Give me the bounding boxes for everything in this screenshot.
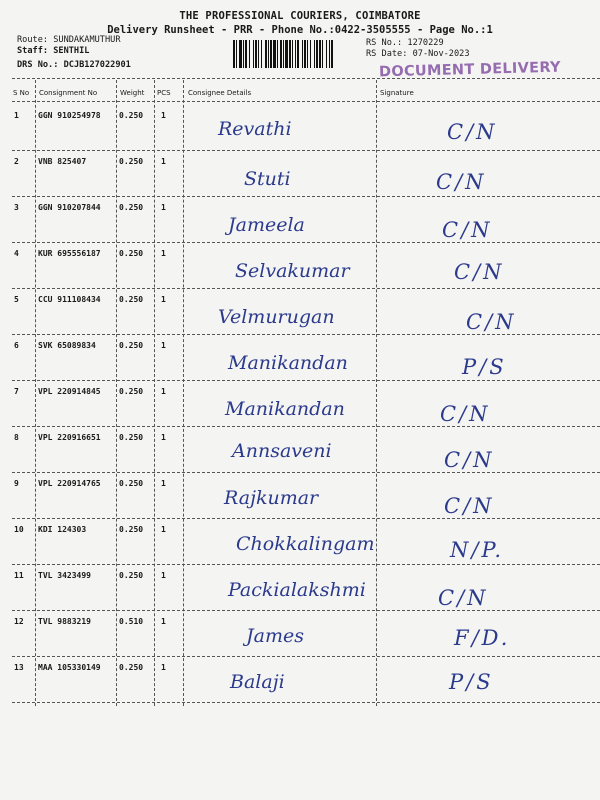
cell-consignment-no: GGN 910254978 <box>38 111 101 120</box>
cell-sno: 4 <box>14 249 19 258</box>
runsheet-subtitle: Delivery Runsheet - PRR - Phone No.:0422-3505555 - Page No.:1 <box>107 24 493 36</box>
cell-consignee-handwritten: Rajkumar <box>224 487 319 509</box>
cell-weight: 0.250 <box>119 341 144 350</box>
cell-pcs: 1 <box>161 111 166 120</box>
row-divider <box>12 334 600 335</box>
cell-signature-handwritten: C/N <box>436 170 487 194</box>
cell-weight: 0.250 <box>119 571 144 580</box>
cell-pcs: 1 <box>161 571 166 580</box>
table-row <box>0 659 600 705</box>
cell-consignment-no: KDI 124303 <box>38 525 87 534</box>
cell-pcs: 1 <box>161 341 166 350</box>
cell-signature-handwritten: C/N <box>447 120 498 144</box>
column-header-consignee: Consignee Details <box>188 89 252 97</box>
cell-consignee-handwritten: Packialakshmi <box>228 579 366 601</box>
route-line <box>17 35 121 45</box>
staff-label: Staff: <box>17 46 49 56</box>
cell-consignee-handwritten: Selvakumar <box>235 260 350 282</box>
row-divider <box>12 426 600 427</box>
cell-sno: 10 <box>14 525 24 534</box>
company-title: THE PROFESSIONAL COURIERS, COIMBATORE <box>179 10 421 22</box>
cell-signature-handwritten: C/N <box>440 402 491 426</box>
cell-signature-handwritten: C/N <box>444 494 495 518</box>
route-label: Route: <box>17 35 49 45</box>
barcode-bar <box>331 40 333 68</box>
cell-sno: 13 <box>14 663 24 672</box>
cell-signature-handwritten: C/N <box>442 218 493 242</box>
cell-pcs: 1 <box>161 525 166 534</box>
staff-line <box>17 46 89 56</box>
cell-pcs: 1 <box>161 249 166 258</box>
column-header-pcs: PCS <box>157 89 171 97</box>
drs-label: DRS No.: <box>17 60 59 70</box>
row-divider <box>12 518 600 519</box>
cell-consignment-no: GGN 910207844 <box>38 203 101 212</box>
cell-consignee-handwritten: Manikandan <box>225 398 345 420</box>
rs-no-value: 1270229 <box>407 38 444 48</box>
cell-consignment-no: KUR 695556187 <box>38 249 101 258</box>
row-divider <box>12 656 600 657</box>
barcode-image <box>233 40 363 68</box>
cell-sno: 6 <box>14 341 19 350</box>
cell-sno: 3 <box>14 203 19 212</box>
row-divider <box>12 564 600 565</box>
row-divider <box>12 288 600 289</box>
cell-consignee-handwritten: Balaji <box>230 671 285 693</box>
cell-signature-handwritten: C/N <box>438 586 489 610</box>
cell-signature-handwritten: P/S <box>449 670 494 694</box>
cell-sno: 9 <box>14 479 19 488</box>
cell-pcs: 1 <box>161 617 166 626</box>
table-row <box>0 107 600 153</box>
cell-consignee-handwritten: Velmurugan <box>218 306 335 328</box>
cell-sno: 12 <box>14 617 24 626</box>
cell-consignment-no: VPL 220916651 <box>38 433 101 442</box>
cell-consignment-no: VNB 825407 <box>38 157 87 166</box>
cell-pcs: 1 <box>161 663 166 672</box>
column-header-weight: Weight <box>120 89 145 97</box>
rs-date-line <box>366 49 470 59</box>
cell-weight: 0.250 <box>119 295 144 304</box>
cell-signature-handwritten: C/N <box>466 310 517 334</box>
cell-consignment-no: TVL 9883219 <box>38 617 91 626</box>
cell-pcs: 1 <box>161 203 166 212</box>
cell-pcs: 1 <box>161 479 166 488</box>
column-header-signature: Signature <box>380 89 414 97</box>
cell-consignee-handwritten: Chokkalingam <box>236 533 375 555</box>
cell-consignment-no: SVK 65089834 <box>38 341 96 350</box>
row-divider <box>12 380 600 381</box>
cell-signature-handwritten: C/N <box>444 448 495 472</box>
cell-weight: 0.250 <box>119 479 144 488</box>
header-bottom-rule <box>12 101 600 102</box>
cell-pcs: 1 <box>161 295 166 304</box>
cell-pcs: 1 <box>161 433 166 442</box>
cell-sno: 8 <box>14 433 19 442</box>
cell-consignment-no: CCU 911108434 <box>38 295 101 304</box>
cell-signature-handwritten: N/P. <box>450 538 504 562</box>
cell-sno: 1 <box>14 111 19 120</box>
row-divider <box>12 242 600 243</box>
cell-consignee-handwritten: Stuti <box>244 168 291 190</box>
staff-value: SENTHIL <box>53 46 90 56</box>
cell-weight: 0.250 <box>119 663 144 672</box>
drs-value: DCJB127022901 <box>63 60 131 70</box>
cell-weight: 0.250 <box>119 433 144 442</box>
cell-weight: 0.250 <box>119 387 144 396</box>
cell-sno: 7 <box>14 387 19 396</box>
cell-signature-handwritten: F/D. <box>454 626 511 650</box>
rs-date-label: RS Date: <box>366 49 408 59</box>
cell-consignment-no: VPL 220914765 <box>38 479 101 488</box>
rs-date-value: 07-Nov-2023 <box>412 49 470 59</box>
row-divider <box>12 610 600 611</box>
cell-sno: 2 <box>14 157 19 166</box>
row-divider <box>12 702 600 703</box>
cell-signature-handwritten: P/S <box>462 355 507 379</box>
cell-weight: 0.250 <box>119 525 144 534</box>
cell-consignee-handwritten: Annsaveni <box>232 440 332 462</box>
route-value: SUNDAKAMUTHUR <box>53 35 121 45</box>
cell-weight: 0.250 <box>119 111 144 120</box>
cell-consignee-handwritten: James <box>246 625 304 647</box>
row-divider <box>12 150 600 151</box>
cell-consignment-no: VPL 220914845 <box>38 387 101 396</box>
row-divider <box>12 472 600 473</box>
column-header-consignment: Consignment No <box>39 89 98 97</box>
cell-sno: 5 <box>14 295 19 304</box>
table-row <box>0 153 600 199</box>
row-divider <box>12 196 600 197</box>
cell-sno: 11 <box>14 571 24 580</box>
cell-weight: 0.250 <box>119 157 144 166</box>
cell-consignee-handwritten: Revathi <box>218 118 292 140</box>
cell-signature-handwritten: C/N <box>454 260 505 284</box>
cell-consignee-handwritten: Jameela <box>228 214 305 236</box>
cell-consignment-no: TVL 3423499 <box>38 571 91 580</box>
cell-weight: 0.250 <box>119 203 144 212</box>
drs-line <box>17 60 131 70</box>
rs-no-label: RS No.: <box>366 38 403 48</box>
header-top-rule <box>12 78 600 79</box>
column-header-sno: S No <box>13 89 30 97</box>
cell-weight: 0.510 <box>119 617 144 626</box>
cell-pcs: 1 <box>161 157 166 166</box>
cell-weight: 0.250 <box>119 249 144 258</box>
cell-consignment-no: MAA 105330149 <box>38 663 101 672</box>
cell-pcs: 1 <box>161 387 166 396</box>
document-delivery-stamp: DOCUMENT DELIVERY <box>378 59 562 81</box>
rs-no-line <box>366 38 444 48</box>
cell-consignee-handwritten: Manikandan <box>228 352 348 374</box>
